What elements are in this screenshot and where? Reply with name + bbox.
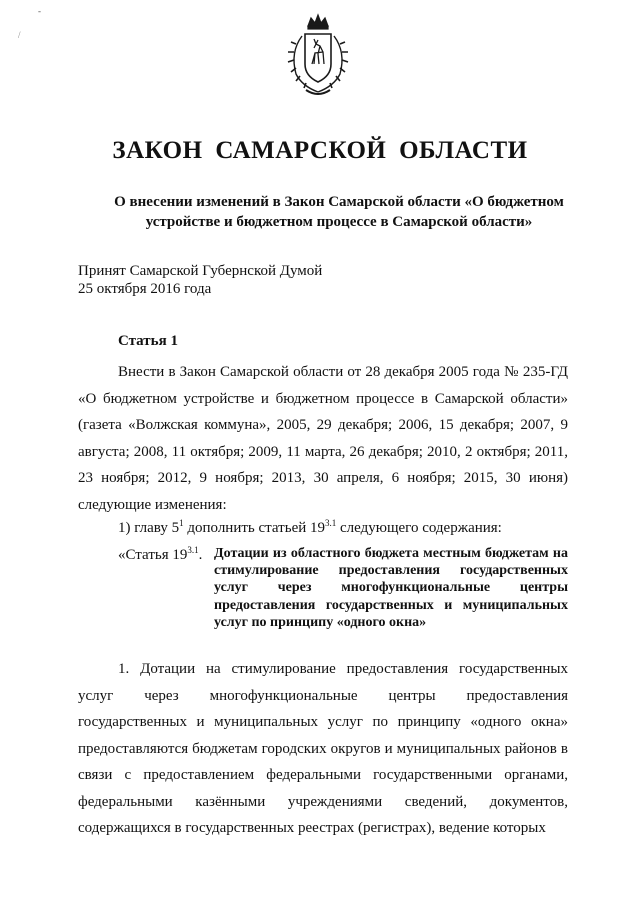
item-text: следующего содержания: [336, 520, 502, 536]
scan-side-mark: / [18, 30, 21, 40]
adoption-body: Принят Самарской Губернской Думой [78, 263, 323, 279]
article-paragraph: Внести в Закон Самарской области от 28 декабря 2005 года № 235-ГД «О бюджетном устройстве и бюджетном процессе в Самарской области» (газета «Волжская коммуна», 2005, 29 декабря; 2006, 15 декабря; 2007, 9 августа; 2008, 11 октября; 2009, 11 марта, 26 декабря; 2010, 2 октября; 2011, 23 ноября; 2012, 9 ноября; 2013, 30 апреля, 6 ноября; 2015, 30 июня) следующие изменения: [78, 364, 568, 513]
superscript: 3.1 [187, 545, 199, 555]
quoted-article-title: Дотации из областного бюджета местным бюджетам на стимулирование предоставления государственных услуг через многофункциональные центры предоставления государственных и муниципальных услуг по принципу «одного окна» [214, 546, 568, 630]
amendment-item [118, 518, 502, 537]
superscript: 1 [179, 518, 184, 528]
scan-mark: - [38, 6, 41, 16]
item-text: 1) главу 5 [118, 520, 180, 536]
item-text: дополнить статьей 19 [183, 520, 326, 536]
quoted-article-label [118, 545, 202, 564]
superscript: 3.1 [325, 518, 337, 528]
document-subtitle: О внесении изменений в Закон Самарской области «О бюджетном устройстве и бюджетном процессе в Самарской области» [114, 194, 564, 230]
coat-of-arms-icon [280, 12, 356, 98]
quoted-article-label-text: . [198, 547, 203, 563]
adoption-date: 25 октября 2016 года [78, 281, 212, 297]
adoption-info [78, 262, 322, 298]
quoted-article-label-text: «Статья 19 [118, 547, 188, 563]
article-paragraph: 1. Дотации на стимулирование предоставления государственных услуг через многофункциональные центры предоставления государственных и муниципальных услуг по принципу «одного окна» предоставляются бюджетам городских округов и муниципальных районов в связи с предоставлением федеральными государственными органами, федеральными казёнными учреждениями сведений, документов, содержащихся в государственных реестрах (регистрах), ведение которых [78, 661, 568, 836]
article-heading: Статья 1 [118, 333, 178, 349]
document-title: ЗАКОН САМАРСКОЙ ОБЛАСТИ [112, 137, 528, 164]
